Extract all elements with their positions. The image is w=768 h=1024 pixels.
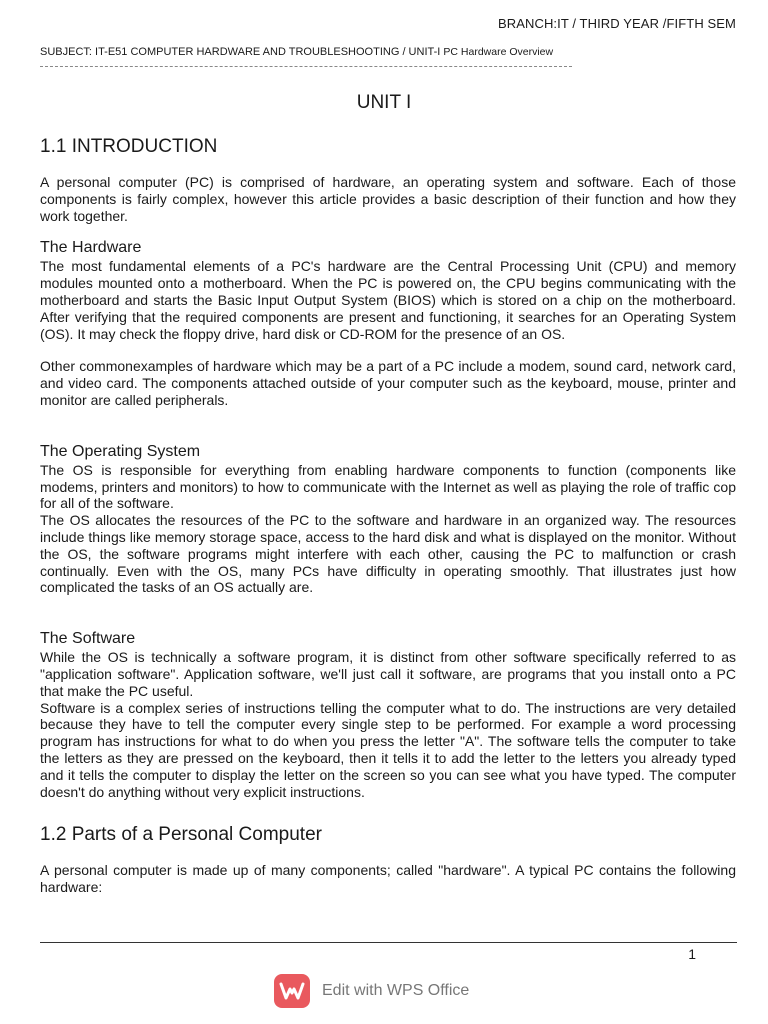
software-paragraph-1: While the OS is technically a software program, it is distinct from other software specifically referred to as "application software". Application software, we'll just call it software, are programs that you install onto a PC that make the PC useful. bbox=[40, 649, 736, 699]
parts-heading: 1.2 Parts of a Personal Computer bbox=[40, 824, 322, 846]
wps-edit-badge[interactable] bbox=[274, 974, 469, 1008]
intro-heading: 1.1 INTRODUCTION bbox=[40, 136, 218, 157]
footer-divider bbox=[40, 942, 737, 943]
wps-edit-label[interactable]: Edit with WPS Office bbox=[322, 982, 470, 999]
os-paragraph-1: The OS is responsible for everything from enabling hardware components to function (components like modems, printers and monitors) to how to communicate with the Internet as well as playing the role of traffic cop for all of the software. bbox=[40, 461, 736, 512]
header-divider bbox=[40, 66, 572, 67]
document-body bbox=[40, 134, 736, 896]
unit-title: UNIT I bbox=[356, 92, 412, 113]
hardware-heading: The Hardware bbox=[40, 239, 142, 257]
os-heading: The Operating System bbox=[40, 442, 201, 460]
wps-logo-icon bbox=[274, 974, 310, 1008]
hardware-paragraph-2: Other commonexamples of hardware which may be a part of a PC include a modem, sound card, network card, and video card. The components attached outside of your computer such as the keyboard, mouse, printer and monitor are called peripherals. bbox=[40, 358, 736, 408]
software-heading: The Software bbox=[40, 630, 136, 648]
subject-text: SUBJECT: IT-E51 COMPUTER HARDWARE AND TROUBLESHOOTING / UNIT-I bbox=[40, 46, 444, 58]
page-number: 1 bbox=[688, 946, 696, 962]
subject-header bbox=[40, 46, 730, 58]
intro-paragraph: A personal computer (PC) is comprised of hardware, an operating system and software. Each of those components is fairly complex, however this article provides a basic description of their function and how they work together. bbox=[40, 174, 736, 224]
parts-paragraph: A personal computer is made up of many components; called "hardware". A typical PC contains the following hardware: bbox=[40, 862, 736, 896]
os-paragraph-2: The OS allocates the resources of the PC to the software and hardware in an organized way. The resources include things like memory storage space, access to the hard disk and what is displayed on the monitor. Without the OS, the software programs might interfere with each other, causing the PC to malfunction or crash continually. Even with the OS, many PCs have difficulty in operating smoothly. That illustrates just how complicated the tasks of an OS actually are. bbox=[40, 512, 736, 596]
software-paragraph-2: Software is a complex series of instructions telling the computer what to do. The instructions are very detailed because they have to tell the computer every single step to be performed. For example a word processing program has instructions for what to do when you press the letter "A". The software tells the computer to take the letters as they are pressed on the keyboard, then it tells it to add the letter to the letters you already typed and it tells the computer to display the letter on the screen so you can see what you have typed. The computer doesn't do anything without very explicit instructions. bbox=[40, 699, 736, 800]
hardware-paragraph-1: The most fundamental elements of a PC's hardware are the Central Processing Unit (CPU) and memory modules mounted onto a motherboard. When the PC is powered on, the CPU begins communicating with the motherboard and starts the Basic Input Output System (BIOS) which is stored on a chip on the motherboard. After verifying that the required components are present and functioning, it searches for an Operating System (OS). It may check the floppy drive, hard disk or CD-ROM for the presence of an OS. bbox=[40, 258, 736, 342]
branch-header: BRANCH:IT / THIRD YEAR /FIFTH SEM bbox=[497, 16, 736, 31]
subject-topic: PC Hardware Overview bbox=[443, 46, 554, 58]
